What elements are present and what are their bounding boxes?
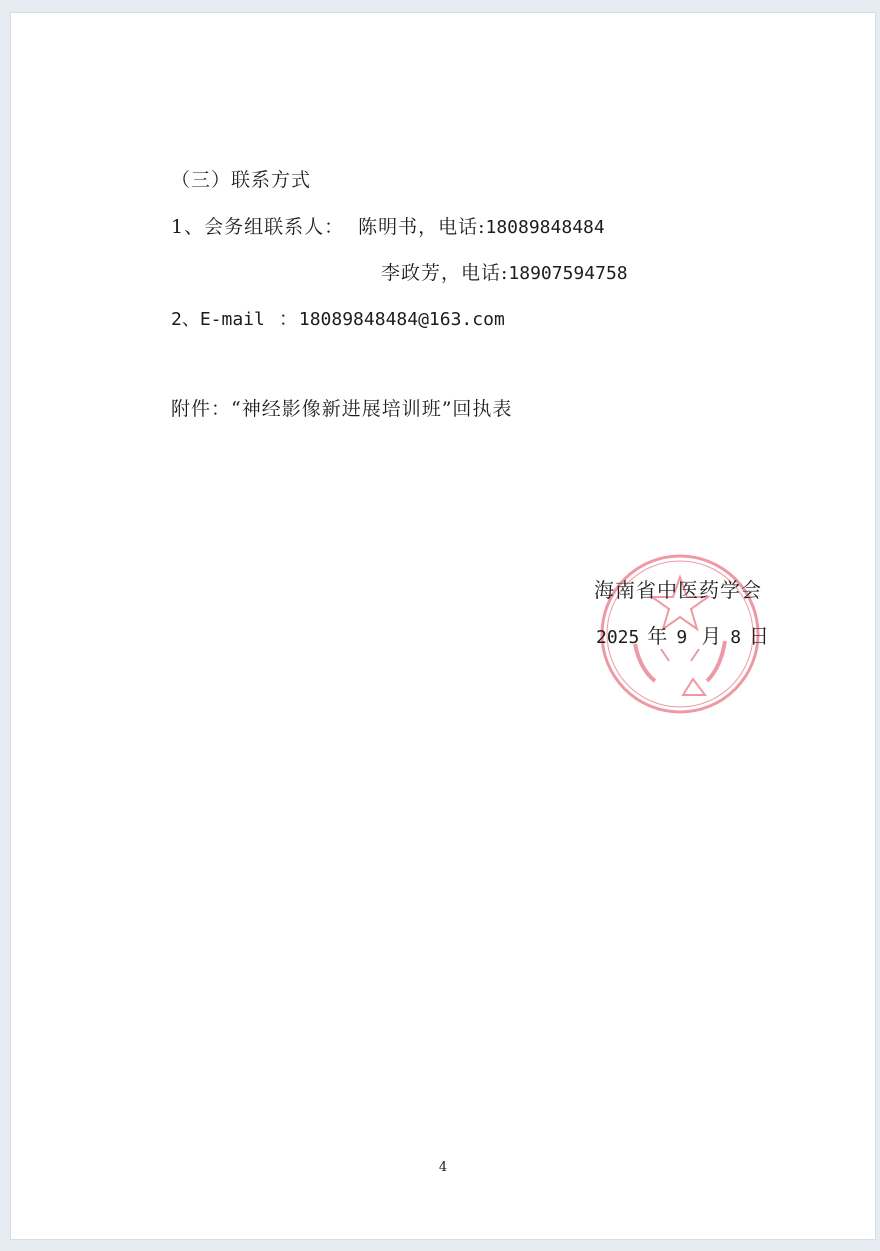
section-heading: （三）联系方式: [171, 169, 312, 191]
email-line: [171, 306, 505, 333]
attachment-note: 附件：“神经影像新进展培训班”回执表: [171, 398, 513, 420]
signature-date: [596, 623, 770, 651]
date-month: 9: [676, 627, 688, 648]
contact-name-1: 陈明书，电话:: [358, 216, 486, 238]
date-day: 8: [730, 627, 742, 648]
contact-phone-2: 18907594758: [508, 263, 628, 284]
contact-prefix: 1、会务组联系人：: [171, 216, 345, 238]
date-day-unit: 日: [749, 624, 771, 648]
email-prefix: 2、E-mail: [171, 309, 265, 330]
date-year: 2025: [596, 627, 640, 648]
contact-phone-1: 18089848484: [485, 217, 605, 238]
page-number: 4: [438, 1160, 448, 1175]
contact-line-1: [171, 214, 605, 241]
email-separator: ：: [278, 308, 299, 330]
email-address: 18089848484@163.com: [298, 309, 505, 330]
document-page: [10, 12, 876, 1240]
organization-name: 海南省中医药学会: [594, 578, 762, 602]
date-year-unit: 年: [647, 624, 669, 648]
date-month-unit: 月: [701, 624, 723, 648]
contact-name-2: 李政芳，电话:: [381, 262, 509, 284]
contact-line-2: [381, 260, 628, 287]
